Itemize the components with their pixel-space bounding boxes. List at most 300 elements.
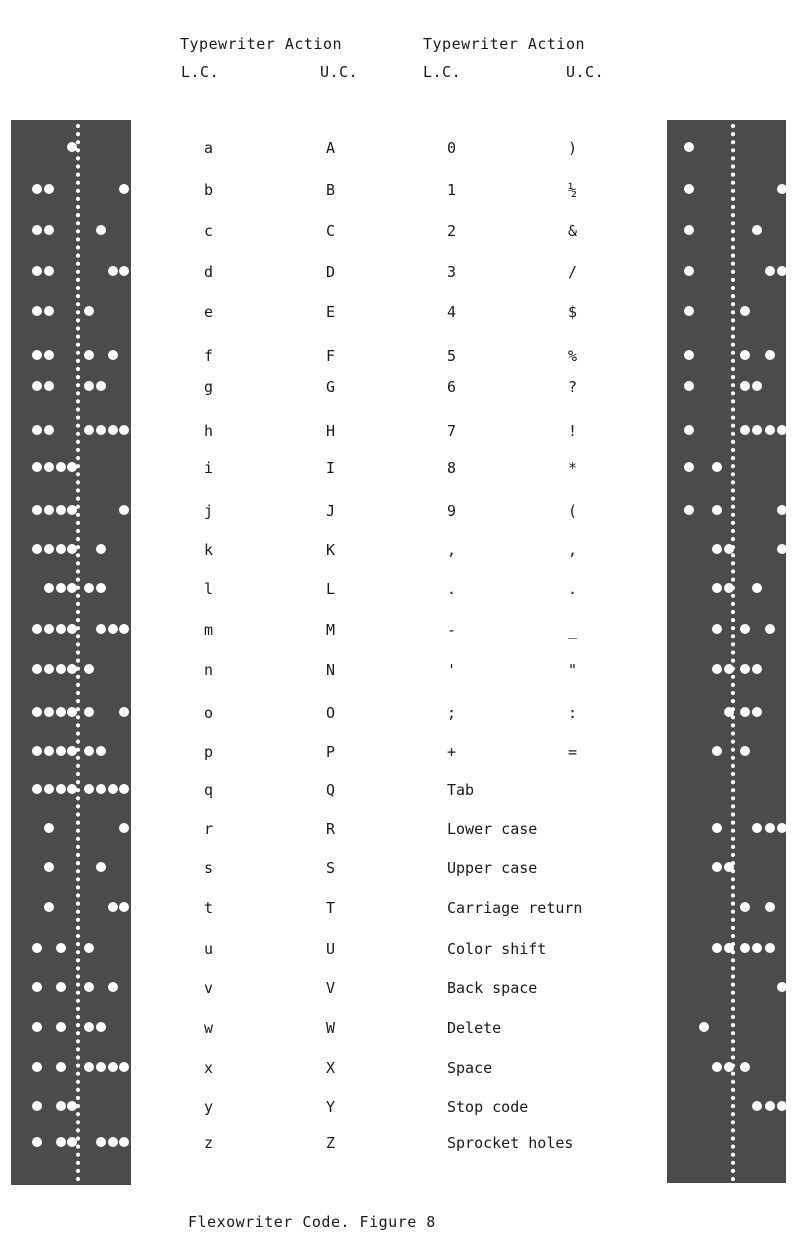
punched-hole	[56, 544, 66, 554]
sprocket-hole	[731, 513, 735, 517]
punched-hole	[740, 1062, 750, 1072]
lc-cell: o	[204, 704, 214, 722]
punched-hole	[84, 1022, 94, 1032]
sprocket-hole	[76, 1031, 80, 1035]
sprocket-hole	[76, 812, 80, 816]
sprocket-hole	[731, 488, 735, 492]
punched-hole	[96, 746, 106, 756]
punched-hole	[84, 746, 94, 756]
sprocket-hole	[731, 1072, 735, 1076]
sprocket-hole	[731, 1015, 735, 1019]
punched-hole	[56, 746, 66, 756]
sprocket-hole	[731, 837, 735, 841]
punched-hole	[32, 624, 42, 634]
sprocket-hole	[76, 569, 80, 573]
sprocket-hole	[76, 1169, 80, 1173]
sprocket-hole	[76, 804, 80, 808]
uc2-cell: ,	[568, 541, 578, 559]
sprocket-hole	[76, 537, 80, 541]
punched-hole	[44, 707, 54, 717]
punched-hole	[108, 350, 118, 360]
punched-hole	[119, 784, 129, 794]
punched-hole	[752, 425, 762, 435]
punched-hole	[108, 1062, 118, 1072]
punched-hole	[712, 862, 722, 872]
sprocket-hole	[731, 472, 735, 476]
sprocket-hole	[76, 796, 80, 800]
header-uc-1: U.C.	[320, 63, 359, 81]
lc2-cell: 1	[447, 181, 457, 199]
sprocket-hole	[731, 748, 735, 752]
sprocket-hole	[76, 1128, 80, 1132]
sprocket-hole	[731, 181, 735, 185]
uc2-cell: :	[568, 704, 578, 722]
lc2-cell: Color shift	[447, 940, 547, 958]
punched-hole	[67, 664, 77, 674]
sprocket-hole	[76, 286, 80, 290]
sprocket-hole	[76, 845, 80, 849]
punched-hole	[108, 784, 118, 794]
sprocket-hole	[76, 837, 80, 841]
sprocket-hole	[731, 1104, 735, 1108]
punched-hole	[32, 225, 42, 235]
punched-hole	[777, 544, 786, 554]
punched-hole	[32, 664, 42, 674]
punched-hole	[684, 306, 694, 316]
sprocket-hole	[76, 156, 80, 160]
punched-hole	[684, 266, 694, 276]
uc-cell: Y	[326, 1098, 336, 1116]
punched-hole	[32, 306, 42, 316]
punched-hole	[32, 1137, 42, 1147]
punched-hole	[119, 1062, 129, 1072]
sprocket-hole	[76, 197, 80, 201]
sprocket-hole	[731, 254, 735, 258]
punched-hole	[96, 425, 106, 435]
lc2-cell: 3	[447, 263, 457, 281]
punched-hole	[765, 266, 775, 276]
punched-hole	[96, 862, 106, 872]
sprocket-hole	[731, 650, 735, 654]
lc-cell: x	[204, 1059, 214, 1077]
sprocket-hole	[731, 521, 735, 525]
sprocket-hole	[731, 440, 735, 444]
sprocket-hole	[731, 1177, 735, 1181]
sprocket-hole	[76, 950, 80, 954]
punched-hole	[32, 381, 42, 391]
sprocket-hole	[76, 723, 80, 727]
sprocket-hole	[731, 343, 735, 347]
sprocket-hole	[731, 594, 735, 598]
punched-hole	[84, 306, 94, 316]
sprocket-hole	[76, 1112, 80, 1116]
sprocket-hole	[76, 772, 80, 776]
punched-hole	[684, 381, 694, 391]
sprocket-hole	[76, 991, 80, 995]
sprocket-hole	[76, 529, 80, 533]
uc-cell: L	[326, 580, 336, 598]
sprocket-hole	[731, 1169, 735, 1173]
sprocket-hole	[731, 699, 735, 703]
punched-hole	[684, 425, 694, 435]
punched-hole	[119, 505, 129, 515]
sprocket-hole	[731, 302, 735, 306]
punched-hole	[712, 583, 722, 593]
punched-hole	[740, 350, 750, 360]
sprocket-hole	[76, 140, 80, 144]
punched-hole	[84, 583, 94, 593]
sprocket-hole	[76, 934, 80, 938]
sprocket-hole	[76, 221, 80, 225]
sprocket-hole	[76, 1023, 80, 1027]
uc-cell: S	[326, 859, 336, 877]
punched-hole	[752, 943, 762, 953]
uc-cell: V	[326, 979, 336, 997]
lc-cell: v	[204, 979, 214, 997]
sprocket-hole	[76, 497, 80, 501]
uc-cell: J	[326, 502, 336, 520]
lc-cell: j	[204, 502, 214, 520]
sprocket-hole	[76, 270, 80, 274]
sprocket-hole	[731, 918, 735, 922]
punched-hole	[712, 746, 722, 756]
punched-hole	[96, 1062, 106, 1072]
sprocket-hole	[731, 966, 735, 970]
lc2-cell: ,	[447, 541, 457, 559]
sprocket-hole	[76, 1064, 80, 1068]
lc-cell: b	[204, 181, 214, 199]
lc-cell: q	[204, 781, 214, 799]
punched-hole	[740, 425, 750, 435]
punched-hole	[56, 624, 66, 634]
uc2-cell: )	[568, 139, 578, 157]
punched-hole	[84, 664, 94, 674]
sprocket-hole	[76, 213, 80, 217]
uc-cell: Q	[326, 781, 336, 799]
sprocket-hole	[76, 391, 80, 395]
sprocket-hole	[76, 594, 80, 598]
lc2-cell: Space	[447, 1059, 493, 1077]
punched-hole	[777, 184, 786, 194]
punched-hole	[44, 583, 54, 593]
lc2-cell: 8	[447, 459, 457, 477]
sprocket-hole	[731, 221, 735, 225]
sprocket-hole	[76, 650, 80, 654]
punched-hole	[724, 1062, 734, 1072]
punched-hole	[119, 823, 129, 833]
punched-hole	[752, 823, 762, 833]
punched-hole	[740, 902, 750, 912]
uc-cell: P	[326, 743, 336, 761]
lc2-cell: ;	[447, 704, 457, 722]
sprocket-hole	[76, 1153, 80, 1157]
punched-hole	[712, 624, 722, 634]
lc-cell: n	[204, 661, 214, 679]
lc-cell: y	[204, 1098, 214, 1116]
punched-hole	[740, 746, 750, 756]
header-lc-1: L.C.	[181, 63, 220, 81]
sprocket-hole	[76, 691, 80, 695]
sprocket-hole	[76, 699, 80, 703]
sprocket-hole	[731, 399, 735, 403]
sprocket-hole	[731, 537, 735, 541]
uc-cell: X	[326, 1059, 336, 1077]
right-tape-holes	[667, 120, 786, 1183]
header-typewriter-action-left: Typewriter Action	[180, 35, 343, 53]
sprocket-hole	[76, 764, 80, 768]
uc-cell: T	[326, 899, 336, 917]
punched-hole	[724, 583, 734, 593]
uc-cell: U	[326, 940, 336, 958]
punched-hole	[44, 746, 54, 756]
sprocket-hole	[76, 1120, 80, 1124]
sprocket-hole	[731, 1055, 735, 1059]
punched-hole	[56, 664, 66, 674]
sprocket-hole	[76, 262, 80, 266]
uc-cell: H	[326, 422, 336, 440]
sprocket-hole	[76, 1055, 80, 1059]
sprocket-hole	[76, 910, 80, 914]
uc2-cell: "	[568, 661, 578, 679]
lc2-cell: 6	[447, 378, 457, 396]
punched-hole	[765, 624, 775, 634]
sprocket-hole	[76, 659, 80, 663]
punched-hole	[699, 1022, 709, 1032]
sprocket-hole	[731, 602, 735, 606]
lc2-cell: 9	[447, 502, 457, 520]
punched-hole	[67, 1101, 77, 1111]
sprocket-hole	[76, 310, 80, 314]
punched-hole	[712, 1062, 722, 1072]
sprocket-hole	[731, 318, 735, 322]
uc-cell: I	[326, 459, 336, 477]
punched-hole	[712, 823, 722, 833]
sprocket-hole	[731, 456, 735, 460]
sprocket-hole	[76, 740, 80, 744]
sprocket-hole	[76, 245, 80, 249]
sprocket-hole	[731, 1080, 735, 1084]
sprocket-hole	[731, 1128, 735, 1132]
sprocket-hole	[731, 1047, 735, 1051]
punched-hole	[777, 505, 786, 515]
lc2-cell: Stop code	[447, 1098, 529, 1116]
sprocket-hole	[731, 294, 735, 298]
punched-hole	[108, 624, 118, 634]
sprocket-hole	[76, 1096, 80, 1100]
punched-hole	[684, 462, 694, 472]
punched-hole	[32, 943, 42, 953]
sprocket-hole	[76, 926, 80, 930]
punched-hole	[740, 624, 750, 634]
punched-hole	[740, 707, 750, 717]
lc-cell: l	[204, 580, 214, 598]
punched-hole	[44, 184, 54, 194]
sprocket-hole	[731, 1161, 735, 1165]
sprocket-hole	[731, 740, 735, 744]
sprocket-hole	[76, 472, 80, 476]
punched-hole	[32, 1062, 42, 1072]
punched-hole	[56, 943, 66, 953]
punched-hole	[96, 784, 106, 794]
punched-hole	[752, 225, 762, 235]
punched-hole	[32, 544, 42, 554]
punched-hole	[712, 943, 722, 953]
sprocket-hole	[76, 756, 80, 760]
punched-hole	[44, 505, 54, 515]
sprocket-hole	[76, 302, 80, 306]
uc2-cell: &	[568, 222, 578, 240]
sprocket-hole	[76, 480, 80, 484]
punched-hole	[119, 266, 129, 276]
sprocket-hole	[76, 448, 80, 452]
punched-hole	[44, 624, 54, 634]
sprocket-hole	[731, 772, 735, 776]
punched-hole	[32, 266, 42, 276]
punched-hole	[44, 266, 54, 276]
sprocket-hole	[731, 974, 735, 978]
punched-hole	[84, 784, 94, 794]
punched-hole	[32, 425, 42, 435]
sprocket-hole	[731, 983, 735, 987]
lc-cell: r	[204, 820, 214, 838]
uc-cell: R	[326, 820, 336, 838]
sprocket-hole	[76, 642, 80, 646]
punched-hole	[96, 1137, 106, 1147]
punched-hole	[684, 142, 694, 152]
sprocket-hole	[731, 853, 735, 857]
lc2-cell: '	[447, 661, 457, 679]
lc-cell: g	[204, 378, 214, 396]
lc-cell: u	[204, 940, 214, 958]
sprocket-hole	[76, 861, 80, 865]
sprocket-hole	[731, 245, 735, 249]
punched-hole	[777, 823, 786, 833]
figure-caption: Flexowriter Code. Figure 8	[188, 1213, 436, 1231]
punched-hole	[765, 1101, 775, 1111]
sprocket-hole	[76, 375, 80, 379]
sprocket-hole	[76, 432, 80, 436]
uc2-cell: *	[568, 459, 578, 477]
sprocket-hole	[76, 343, 80, 347]
lc2-cell: Lower case	[447, 820, 538, 838]
punched-hole	[777, 266, 786, 276]
sprocket-hole	[731, 821, 735, 825]
sprocket-hole	[76, 974, 80, 978]
lc2-cell: 0	[447, 139, 457, 157]
sprocket-hole	[76, 513, 80, 517]
sprocket-hole	[731, 132, 735, 136]
punched-hole	[32, 784, 42, 794]
punched-hole	[119, 707, 129, 717]
sprocket-hole	[731, 237, 735, 241]
lc2-cell: 5	[447, 347, 457, 365]
punched-hole	[752, 583, 762, 593]
punched-hole	[56, 707, 66, 717]
lc-cell: t	[204, 899, 214, 917]
sprocket-hole	[76, 958, 80, 962]
sprocket-hole	[76, 1039, 80, 1043]
sprocket-hole	[76, 132, 80, 136]
punched-hole	[108, 982, 118, 992]
lc2-cell: Carriage return	[447, 899, 583, 917]
lc2-cell: Sprocket holes	[447, 1134, 574, 1152]
sprocket-hole	[731, 326, 735, 330]
sprocket-hole	[76, 1047, 80, 1051]
sprocket-hole	[76, 124, 80, 128]
sprocket-hole	[731, 845, 735, 849]
sprocket-hole	[731, 1088, 735, 1092]
sprocket-hole	[731, 634, 735, 638]
uc-cell: D	[326, 263, 336, 281]
punched-hole	[32, 1101, 42, 1111]
sprocket-hole	[76, 553, 80, 557]
lc2-cell: Back space	[447, 979, 538, 997]
left-punched-tape	[11, 120, 131, 1185]
punched-hole	[84, 425, 94, 435]
punched-hole	[32, 982, 42, 992]
punched-hole	[67, 544, 77, 554]
sprocket-hole	[731, 642, 735, 646]
header-typewriter-action-right: Typewriter Action	[423, 35, 586, 53]
punched-hole	[684, 505, 694, 515]
sprocket-hole	[731, 416, 735, 420]
punched-hole	[84, 982, 94, 992]
punched-hole	[119, 624, 129, 634]
uc-cell: K	[326, 541, 336, 559]
punched-hole	[44, 664, 54, 674]
lc-cell: s	[204, 859, 214, 877]
sprocket-hole	[731, 505, 735, 509]
sprocket-hole	[731, 1112, 735, 1116]
punched-hole	[108, 425, 118, 435]
punched-hole	[777, 1101, 786, 1111]
sprocket-hole	[731, 578, 735, 582]
header-lc-2: L.C.	[423, 63, 462, 81]
sprocket-hole	[76, 164, 80, 168]
punched-hole	[56, 505, 66, 515]
uc-cell: M	[326, 621, 336, 639]
sprocket-hole	[76, 399, 80, 403]
uc-cell: O	[326, 704, 336, 722]
punched-hole	[44, 381, 54, 391]
punched-hole	[96, 624, 106, 634]
sprocket-hole	[731, 764, 735, 768]
sprocket-hole	[76, 731, 80, 735]
punched-hole	[765, 902, 775, 912]
sprocket-hole	[76, 173, 80, 177]
sprocket-hole	[731, 351, 735, 355]
sprocket-hole	[76, 902, 80, 906]
lc-cell: w	[204, 1019, 214, 1037]
sprocket-hole	[731, 788, 735, 792]
sprocket-hole	[76, 440, 80, 444]
punched-hole	[67, 707, 77, 717]
punched-hole	[56, 1022, 66, 1032]
punched-hole	[84, 943, 94, 953]
uc2-cell: ½	[568, 181, 578, 199]
lc2-cell: 4	[447, 303, 457, 321]
punched-hole	[712, 462, 722, 472]
sprocket-hole	[731, 780, 735, 784]
sprocket-hole	[731, 812, 735, 816]
punched-hole	[56, 462, 66, 472]
punched-hole	[56, 1101, 66, 1111]
uc-cell: G	[326, 378, 336, 396]
punched-hole	[32, 746, 42, 756]
sprocket-hole	[731, 885, 735, 889]
punched-hole	[84, 1062, 94, 1072]
sprocket-hole	[731, 464, 735, 468]
